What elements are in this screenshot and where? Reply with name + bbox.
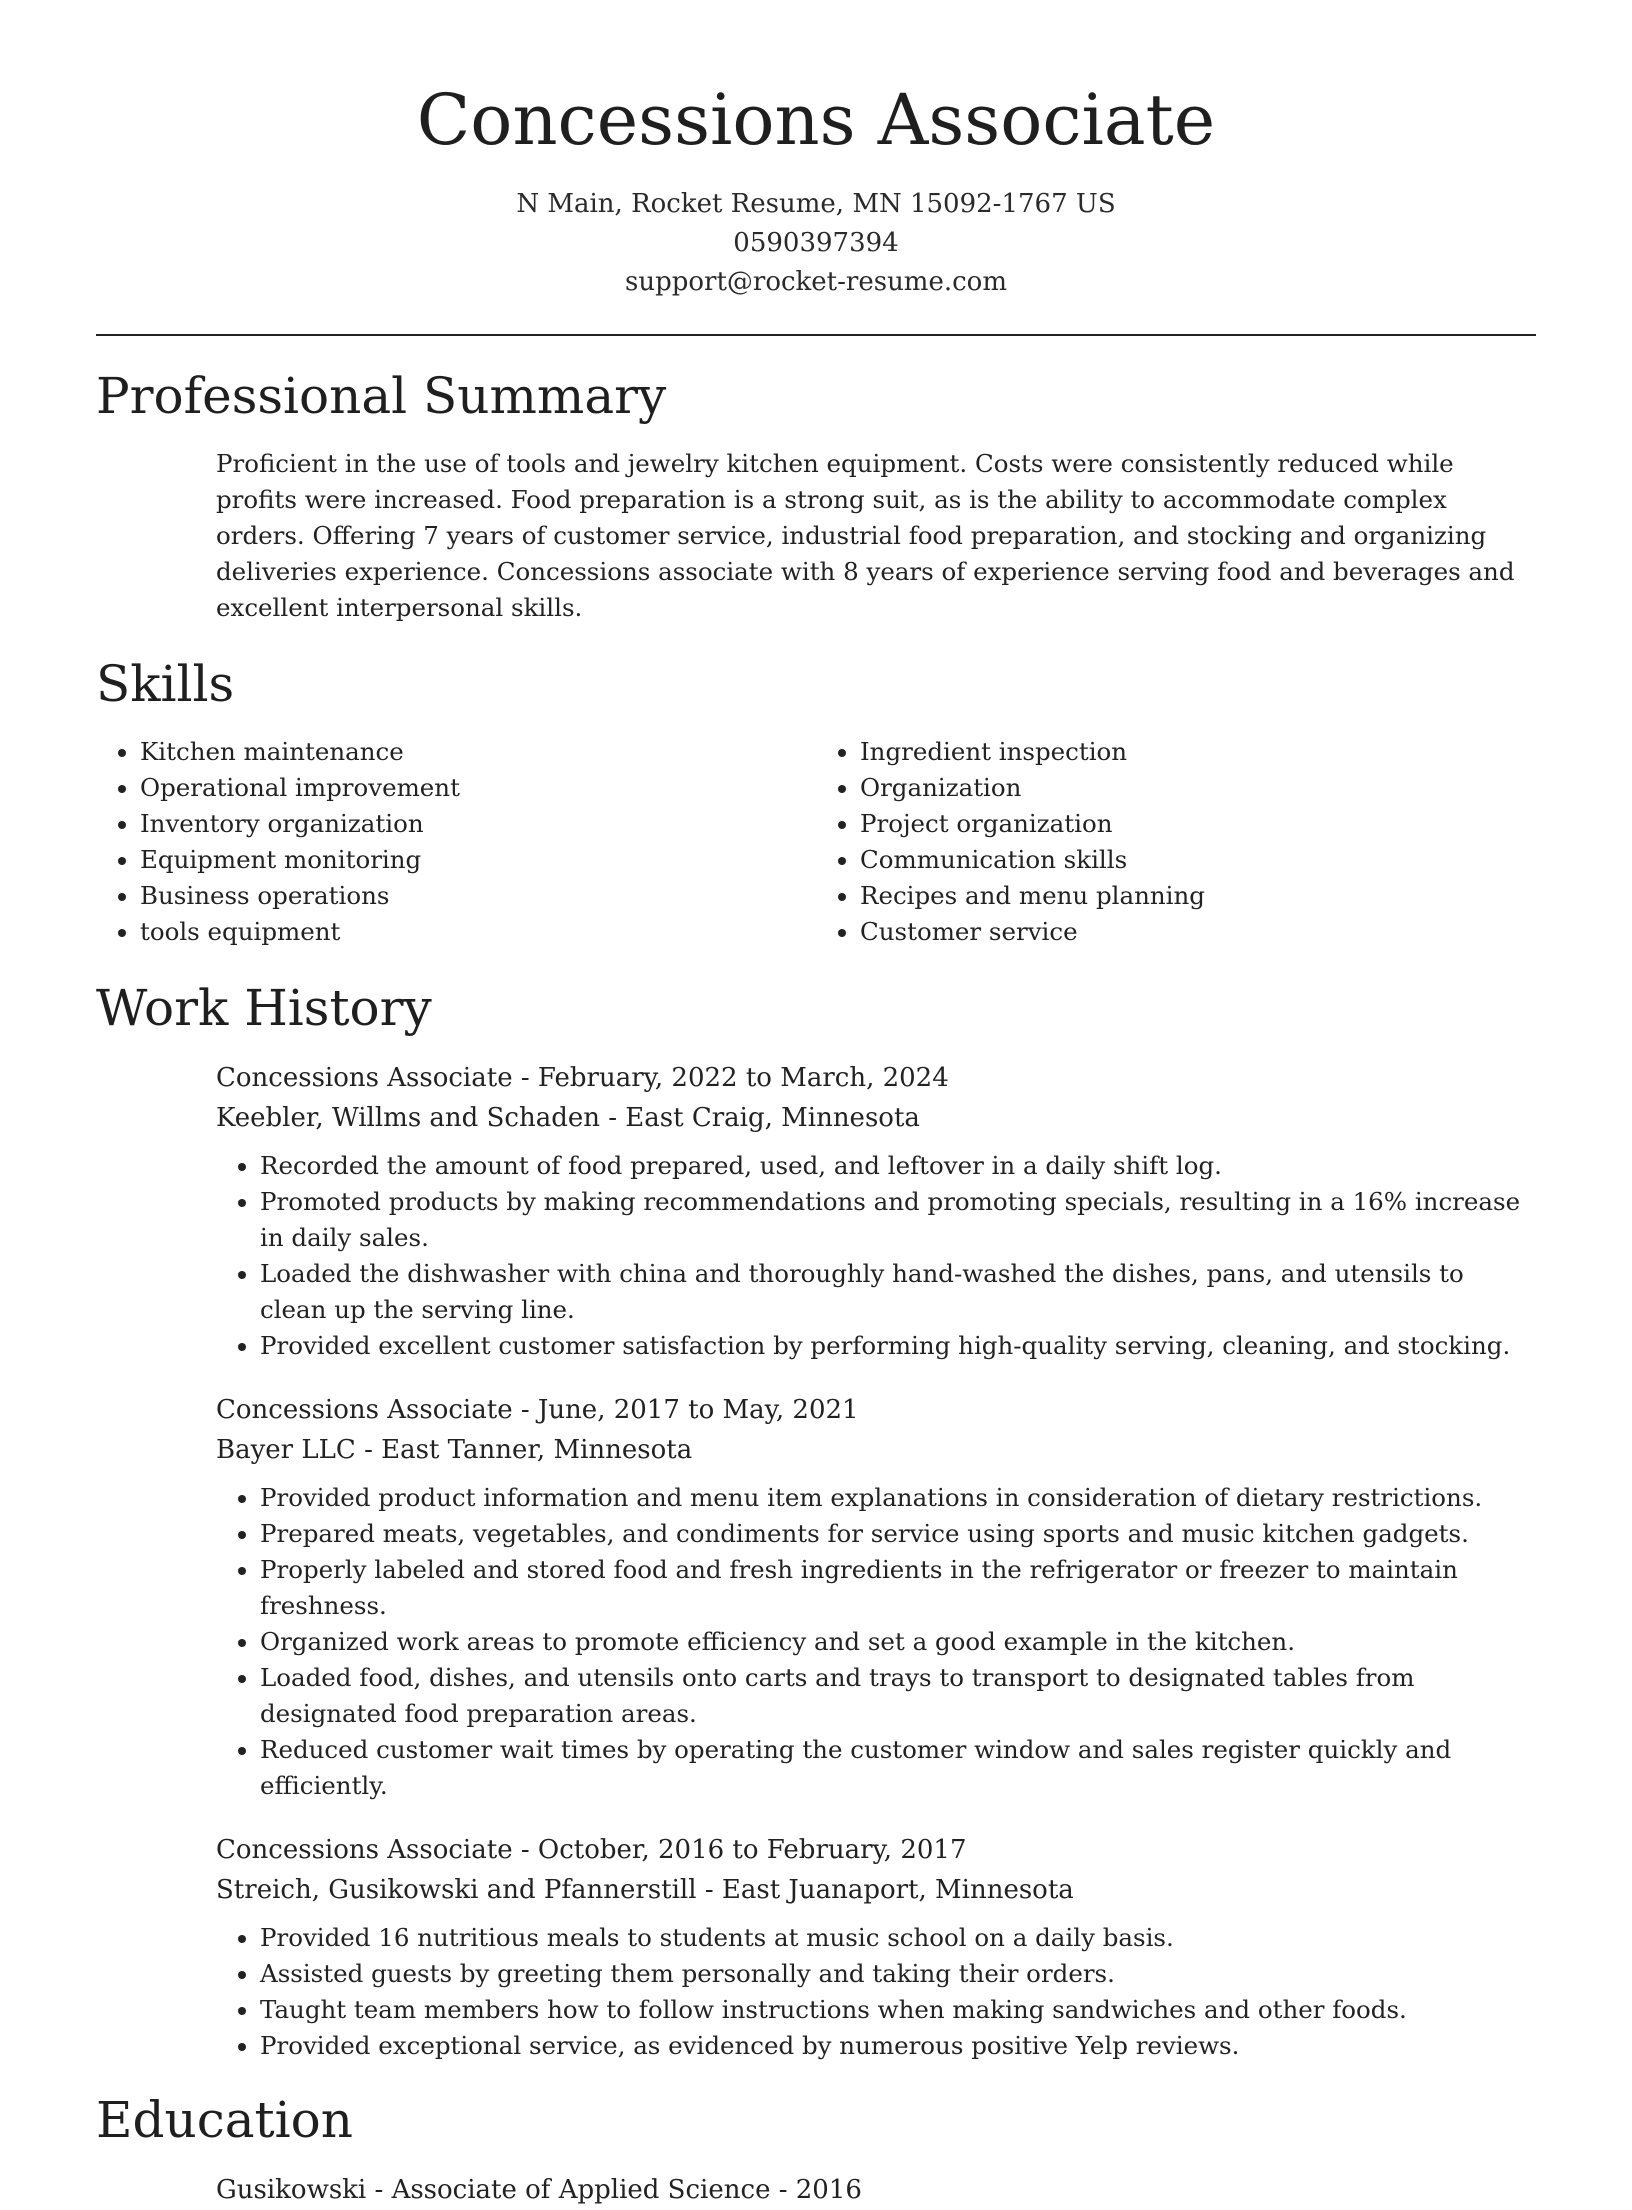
skill-item: • Project organization <box>860 806 1536 842</box>
contact-phone: 0590397394 <box>733 228 899 258</box>
skill-item: • Inventory organization <box>140 806 816 842</box>
job-bullet: • Provided exceptional service, as evidenced by numerous positive Yelp reviews. <box>260 2028 1536 2064</box>
contact-address: N Main, Rocket Resume, MN 15092-1767 US <box>516 189 1116 219</box>
skill-item: • Business operations <box>140 878 816 914</box>
job-company-line: Keebler, Willms and Schaden - East Craig, Minnesota <box>216 1103 920 1133</box>
job-bullet: • Promoted products by making recommendations and promoting specials, resulting in a 16% increase in daily sales. <box>260 1184 1536 1256</box>
job-company-line: Bayer LLC - East Tanner, Minnesota <box>216 1435 693 1465</box>
summary-heading: Professional Summary <box>96 367 667 425</box>
skill-item: • Communication skills <box>860 842 1536 878</box>
summary-section <box>96 366 1536 626</box>
skills-columns <box>96 734 1536 950</box>
job-company-line: Streich, Gusikowski and Pfannerstill - East Juanaport, Minnesota <box>216 1875 1074 1905</box>
job-bullet: • Assisted guests by greeting them personally and taking their orders. <box>260 1956 1536 1992</box>
job-bullet: • Taught team members how to follow instructions when making sandwiches and other foods. <box>260 1992 1536 2028</box>
job-title-line: Concessions Associate - October, 2016 to February, 2017 <box>216 1835 967 1865</box>
education-body <box>216 2170 1536 2210</box>
skill-item: • Operational improvement <box>140 770 816 806</box>
skill-item: • Kitchen maintenance <box>140 734 816 770</box>
job-entry <box>216 1830 1536 2064</box>
skill-item: • Equipment monitoring <box>140 842 816 878</box>
job-bullet: • Loaded the dishwasher with china and thoroughly hand-washed the dishes, pans, and utensils to clean up the serving line. <box>260 1256 1536 1328</box>
job-bullet: • Prepared meats, vegetables, and condiments for service using sports and music kitchen gadgets. <box>260 1516 1536 1552</box>
work-history-section <box>96 978 1536 2064</box>
job-bullets <box>216 1480 1536 1804</box>
summary-body <box>216 446 1536 626</box>
skill-item: • Recipes and menu planning <box>860 878 1536 914</box>
job-bullets <box>216 1148 1536 1364</box>
resume-header <box>96 0 1536 302</box>
contact-email: support@rocket-resume.com <box>624 267 1007 297</box>
skills-heading: Skills <box>96 655 235 713</box>
skill-item: • Organization <box>860 770 1536 806</box>
skills-list-right <box>816 734 1536 950</box>
job-title-line: Concessions Associate - June, 2017 to May, 2021 <box>216 1395 859 1425</box>
work-history-body <box>216 1058 1536 2064</box>
job-bullet: • Provided excellent customer satisfaction by performing high-quality serving, cleaning, and stocking. <box>260 1328 1536 1364</box>
job-bullets <box>216 1920 1536 2064</box>
job-entry <box>216 1390 1536 1804</box>
education-entry: Gusikowski - Associate of Applied Science - 2016 <box>216 2175 862 2205</box>
education-heading: Education <box>96 2091 353 2149</box>
summary-text: Proficient in the use of tools and jewelry kitchen equipment. Costs were consistently reduced while profits were increased. Food preparation is a strong suit, as is the ability to accommodate complex orders. Offering 7 years of customer service, industrial food preparation, and stocking and organizing deliveries experience. Concessions associate with 8 years of experience serving food and beverages and excellent interpersonal skills. <box>216 449 1515 622</box>
job-bullet: • Provided 16 nutritious meals to students at music school on a daily basis. <box>260 1920 1536 1956</box>
job-bullet: • Organized work areas to promote efficiency and set a good example in the kitchen. <box>260 1624 1536 1660</box>
work-history-heading: Work History <box>96 979 432 1037</box>
skill-item: • tools equipment <box>140 914 816 950</box>
job-bullet: • Loaded food, dishes, and utensils onto carts and trays to transport to designated tables from designated food preparation areas. <box>260 1660 1536 1732</box>
candidate-name: Concessions Associate <box>416 79 1216 161</box>
skills-section <box>96 654 1536 950</box>
job-bullet: • Provided product information and menu item explanations in consideration of dietary restrictions. <box>260 1480 1536 1516</box>
skill-item: • Ingredient inspection <box>860 734 1536 770</box>
header-divider <box>96 334 1536 336</box>
education-section <box>96 2090 1536 2210</box>
job-entry <box>216 1058 1536 1364</box>
job-title-line: Concessions Associate - February, 2022 to March, 2024 <box>216 1063 949 1093</box>
skills-list-left <box>96 734 816 950</box>
job-bullet: • Properly labeled and stored food and fresh ingredients in the refrigerator or freezer to maintain freshness. <box>260 1552 1536 1624</box>
job-bullet: • Reduced customer wait times by operating the customer window and sales register quickly and efficiently. <box>260 1732 1536 1804</box>
job-bullet: • Recorded the amount of food prepared, used, and leftover in a daily shift log. <box>260 1148 1536 1184</box>
skill-item: • Customer service <box>860 914 1536 950</box>
